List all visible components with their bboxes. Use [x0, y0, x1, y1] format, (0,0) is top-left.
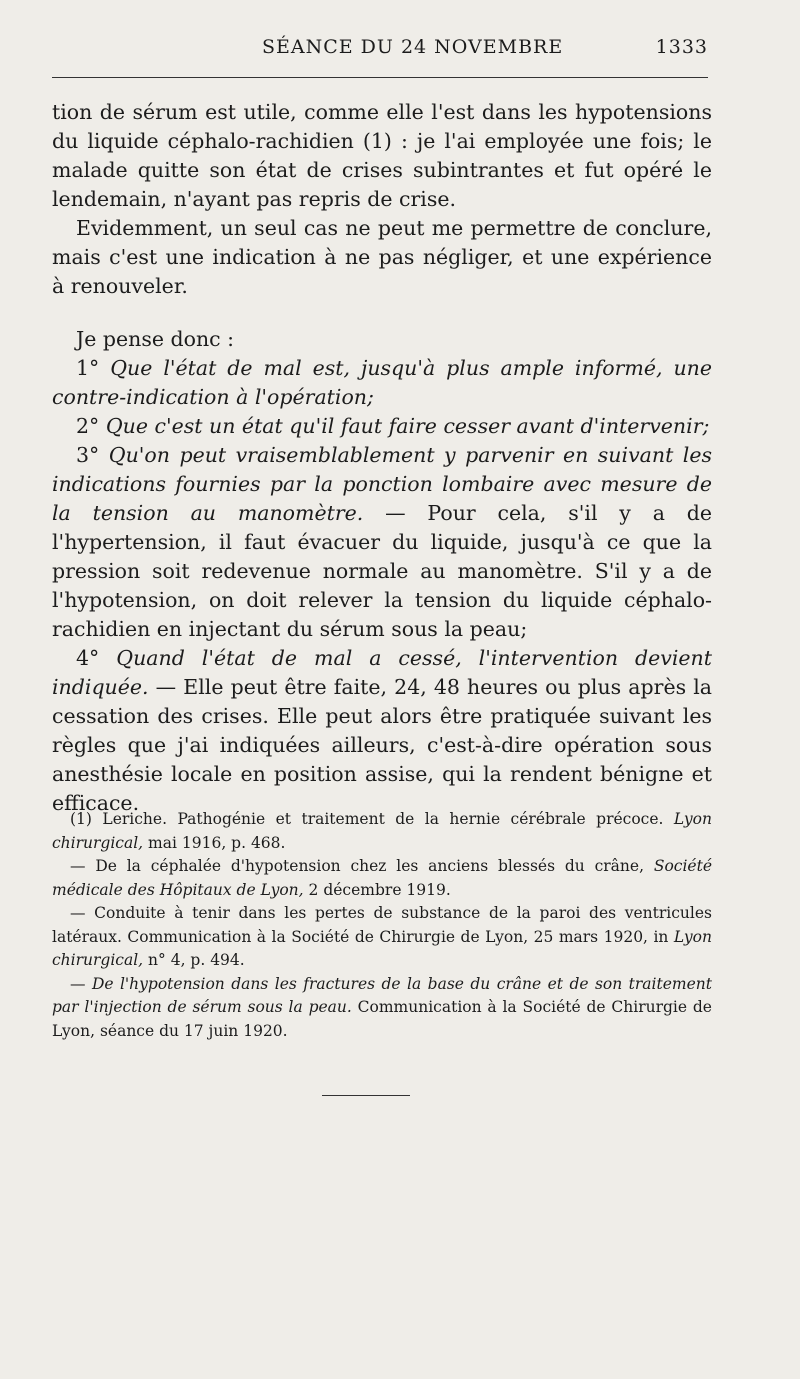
footnote-2: [52, 855, 712, 902]
list-item-4: [52, 644, 712, 818]
list-item-3-text: Qu'on peut vraisemblablement y parvenir en suivant les indications fournies par la ponction lombaire avec mesure de la tension au manomètre.: [52, 443, 712, 525]
page-number: 1333: [655, 36, 708, 58]
paragraph-1: tion de sérum est utile, comme elle l'est dans les hypotensions du liquide céphalo-rachidien (1) : je l'ai employée une fois; le malade quitte son état de crises subintrantes et fut opéré le lendemain, n'ayant pas repris de crise.: [52, 100, 712, 211]
running-title: SÉANCE DU 24 NOVEMBRE: [262, 36, 564, 58]
list-item-4-rest: — Elle peut être faite, 24, 48 heures ou plus après la cessation des crises. Elle peut alors être pratiquée suivant les règles que j'ai indiquées ailleurs, c'est-à-dire opération sous anesthésie locale en position assise, qui la rendent bénigne et efficace.: [52, 675, 712, 815]
footnote-3-text: — Conduite à tenir dans les pertes de substance de la paroi des ventricules latéraux. Communication à la Société de Chirurgie de Lyon, 25 mars 1920, in: [52, 904, 712, 946]
list-item-4-number: 4°: [76, 646, 100, 670]
list-item-2-number: 2°: [76, 414, 100, 438]
list-item-4-text: Quand l'état de mal a cessé, l'intervention devient indiquée.: [52, 646, 712, 699]
list-item-3: [52, 441, 712, 644]
end-rule: [322, 1095, 410, 1096]
footnote-1-text: (1) Leriche. Pathogénie et traitement de la hernie cérébrale précoce.: [70, 810, 664, 828]
footnote-1-date: mai 1916, p. 468.: [148, 833, 286, 852]
footnote-3-issue: n° 4, p. 494.: [148, 951, 245, 969]
list-item-3-number: 3°: [76, 443, 100, 467]
list-item-1: [52, 354, 712, 412]
footnote-4-dash: —: [70, 974, 86, 993]
paragraph-3: Je pense donc :: [76, 327, 235, 351]
footnote-4-title: De l'hypotension dans les fractures de la base du crâne et de son traitement par l'injection de sérum sous la peau.: [52, 974, 712, 1016]
footnote-3-journal: Lyon chirurgical,: [52, 927, 712, 969]
footnote-2-society: Société médicale des Hôpitaux de Lyon,: [52, 857, 713, 899]
running-head: [52, 36, 708, 62]
list-item-1-text: Que l'état de mal est, jusqu'à plus ample informé, une contre-indication à l'opération;: [52, 356, 712, 409]
footnote-1-journal: Lyon chirurgical,: [52, 810, 712, 852]
list-item-1-number: 1°: [76, 356, 100, 380]
paragraph-2: Evidemment, un seul cas ne peut me permettre de conclure, mais c'est une indication à ne pas négliger, et une expérience à renouveler.: [52, 216, 712, 298]
footnote-4-text: Communication à la Société de Chirurgie de Lyon, séance du 17 juin 1920.: [52, 998, 712, 1040]
list-item-3-rest: — Pour cela, s'il y a de l'hypertension, il faut évacuer du liquide, jusqu'à ce que la pression soit redevenue normale au manomètre. S'il y a de l'hypotension, on doit relever la tension du liquide céphalo-rachidien en injectant du sérum sous la peau;: [52, 501, 712, 641]
footnote-2-date: 2 décembre 1919.: [308, 880, 451, 899]
body-text: [52, 98, 712, 818]
footnote-3: [52, 902, 712, 973]
footnote-2-text: — De la céphalée d'hypotension chez les anciens blessés du crâne,: [70, 857, 645, 875]
list-item-2: [52, 412, 712, 441]
footnotes: [52, 808, 712, 1043]
footnote-4: [52, 973, 712, 1044]
footnote-1: [52, 808, 712, 855]
header-rule: [52, 77, 708, 78]
list-item-2-text: Que c'est un état qu'il faut faire cesser avant d'intervenir;: [105, 414, 710, 438]
